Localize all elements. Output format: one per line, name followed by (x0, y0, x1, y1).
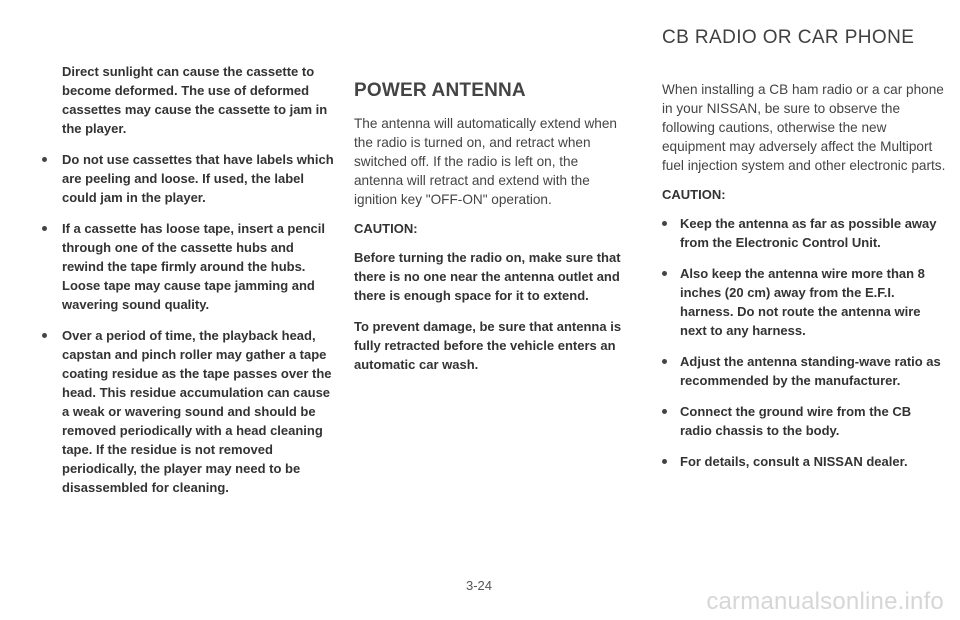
site-watermark: carmanualsonline.info (706, 588, 944, 615)
list-item (62, 326, 334, 497)
cb-radio-intro: When installing a CB ham radio or a car phone in your NISSAN, be sure to observe the following cautions, otherwise the new equipment may adversely affect the Multiport fuel injection system and other electronic parts. (662, 82, 946, 173)
power-antenna-body: The antenna will automatically extend when the radio is turned on, and retract when switched off. If the radio is left on, the antenna will retract and extend with the ignition key "OFF-ON" operation. (354, 116, 617, 207)
list-item-text: If a cassette has loose tape, insert a pencil through one of the cassette hubs and rewind the tape firmly around the hubs. Loose tape may cause tape jamming and wavering sound quality. (62, 221, 325, 312)
list-item (62, 219, 334, 314)
list-item (662, 214, 946, 252)
list-item-text: Adjust the antenna standing-wave ratio as recommended by the manufacturer. (680, 354, 941, 388)
cb-radio-caution-label: CAUTION: (662, 187, 726, 202)
power-antenna-caution-text: To prevent damage, be sure that antenna is fully retracted before the vehicle enters an automatic car wash. (354, 319, 622, 372)
list-item (662, 402, 946, 440)
cb-radio-bullet-list (662, 214, 946, 471)
bullet-icon (42, 333, 47, 338)
page-number: 3-24 (466, 578, 493, 593)
bullet-icon (662, 271, 667, 276)
list-item (662, 452, 946, 471)
list-item-text: Do not use cassettes that have labels which are peeling and loose. If used, the label could jam in the player. (62, 152, 334, 205)
list-item-text: Over a period of time, the playback head, capstan and pinch roller may gather a tape coating residue as the tape passes over the head. This residue accumulation can cause a weak or wavering sound and should be removed periodically with a head cleaning tape. If the residue is not removed periodically, the player may need to be disassembled for cleaning. (62, 328, 332, 495)
page-header-title: CB RADIO OR CAR PHONE (662, 27, 915, 48)
list-item-text: Connect the ground wire from the CB radio chassis to the body. (680, 404, 912, 438)
bullet-icon (42, 157, 47, 162)
bullet-icon (662, 409, 667, 414)
bullet-icon (662, 221, 667, 226)
power-antenna-title: POWER ANTENNA (354, 80, 526, 101)
cb-radio-section (662, 80, 946, 483)
cassette-care-column (62, 62, 334, 509)
list-item (62, 150, 334, 207)
power-antenna-caution-text: Before turning the radio on, make sure that there is no one near the antenna outlet and there is enough space for it to extend. (354, 250, 621, 303)
cassette-intro-text: Direct sunlight can cause the cassette to become deformed. The use of deformed cassettes may cause the cassette to jam in the player. (62, 64, 328, 136)
list-item (662, 352, 946, 390)
power-antenna-caution-label: CAUTION: (354, 221, 418, 236)
bullet-icon (662, 459, 667, 464)
cassette-bullet-list (62, 150, 334, 497)
bullet-icon (42, 226, 47, 231)
list-item-text: Also keep the antenna wire more than 8 inches (20 cm) away from the E.F.I. harness. Do not route the antenna wire next to any harness. (680, 266, 925, 338)
bullet-icon (662, 359, 667, 364)
list-item-text: Keep the antenna as far as possible away from the Electronic Control Unit. (680, 216, 937, 250)
power-antenna-section (354, 80, 626, 386)
list-item-text: For details, consult a NISSAN dealer. (680, 454, 908, 469)
list-item (662, 264, 946, 340)
